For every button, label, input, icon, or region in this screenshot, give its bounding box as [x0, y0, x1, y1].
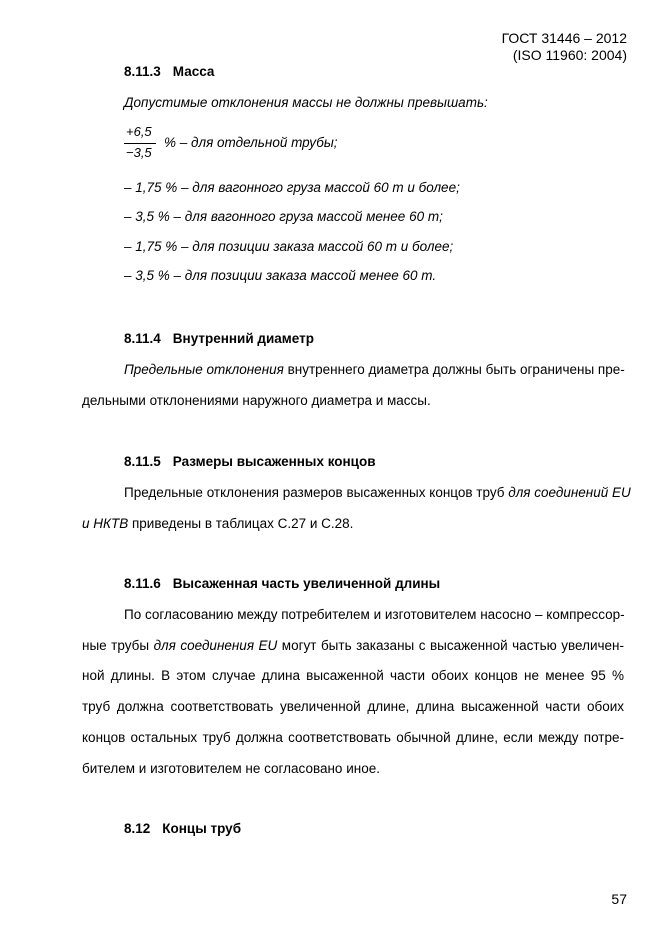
section-number: 8.12 [124, 821, 151, 836]
fraction-numerator: +6,5 [126, 124, 152, 139]
fraction-description: % – для отдельной трубы; [164, 135, 338, 150]
paragraph-line [124, 485, 631, 500]
section-number: 8.11.5 [124, 454, 161, 469]
text-run: могут быть заказаны с высаженной частью увеличен- [277, 638, 624, 653]
list-item: – 3,5 % – для позиции заказа массой менее 60 т. [124, 268, 437, 283]
paragraph-line: дельными отклонениями наружного диаметра и массы. [82, 393, 431, 408]
document-iso-reference: (ISO 11960: 2004) [512, 47, 627, 63]
section-title: Концы труб [162, 821, 242, 836]
text-run: Предельные отклонения размеров высаженных концов труб [124, 485, 509, 500]
italic-phrase: и НКТВ [82, 516, 129, 531]
paragraph-line [124, 362, 624, 377]
list-item: – 3,5 % – для вагонного груза массой менее 60 т; [124, 209, 443, 224]
fraction-bar [124, 143, 156, 144]
document-standard-code: ГОСТ 31446 – 2012 [501, 30, 627, 46]
paragraph-line: бителем и изготовителем не согласовано иное. [82, 761, 380, 776]
fraction-denominator: −3,5 [126, 145, 152, 160]
section-heading-8-12 [124, 821, 241, 836]
paragraph-line: По согласованию между потребителем и изготовителем насосно – компрессор- [124, 607, 625, 622]
paragraph-line [82, 516, 353, 531]
text-run: внутреннего диаметра должны быть ограничены пре- [283, 362, 625, 377]
page-number: 57 [611, 891, 627, 907]
text-run: приведены в таблицах С.27 и С.28. [128, 516, 354, 531]
section-heading-8-11-3 [124, 64, 214, 79]
section-title: Внутренний диаметр [172, 331, 314, 346]
paragraph-line [82, 638, 624, 653]
tolerance-fraction [124, 124, 158, 164]
section-number: 8.11.4 [124, 331, 161, 346]
italic-phrase: для соединений EU [508, 485, 631, 500]
section-number: 8.11.3 [124, 64, 161, 79]
section-heading-8-11-5 [124, 454, 376, 469]
paragraph-line: концов остальных труб должна соответствовать обычной длине, если между потре- [82, 730, 624, 745]
list-item: – 1,75 % – для позиции заказа массой 60 т и более; [124, 239, 454, 254]
paragraph-line: труб должна соответствовать увеличенной длине, длина высаженной части обоих [82, 699, 624, 714]
section-title: Высаженная часть увеличенной длины [172, 576, 441, 591]
mass-intro-text: Допустимые отклонения массы не должны превышать: [124, 95, 488, 110]
section-heading-8-11-4 [124, 331, 314, 346]
text-run: ные трубы [82, 638, 154, 653]
section-heading-8-11-6 [124, 576, 440, 591]
list-item: – 1,75 % – для вагонного груза массой 60 т и более; [124, 180, 460, 195]
section-title: Размеры высаженных концов [172, 454, 376, 469]
italic-phrase: Предельные отклонения [124, 362, 284, 377]
paragraph-line: ной длины. В этом случае длина высаженной части обоих концов не менее 95 % [82, 668, 624, 683]
italic-phrase: для соединения EU [153, 638, 278, 653]
section-number: 8.11.6 [124, 576, 161, 591]
section-title: Масса [172, 64, 215, 79]
